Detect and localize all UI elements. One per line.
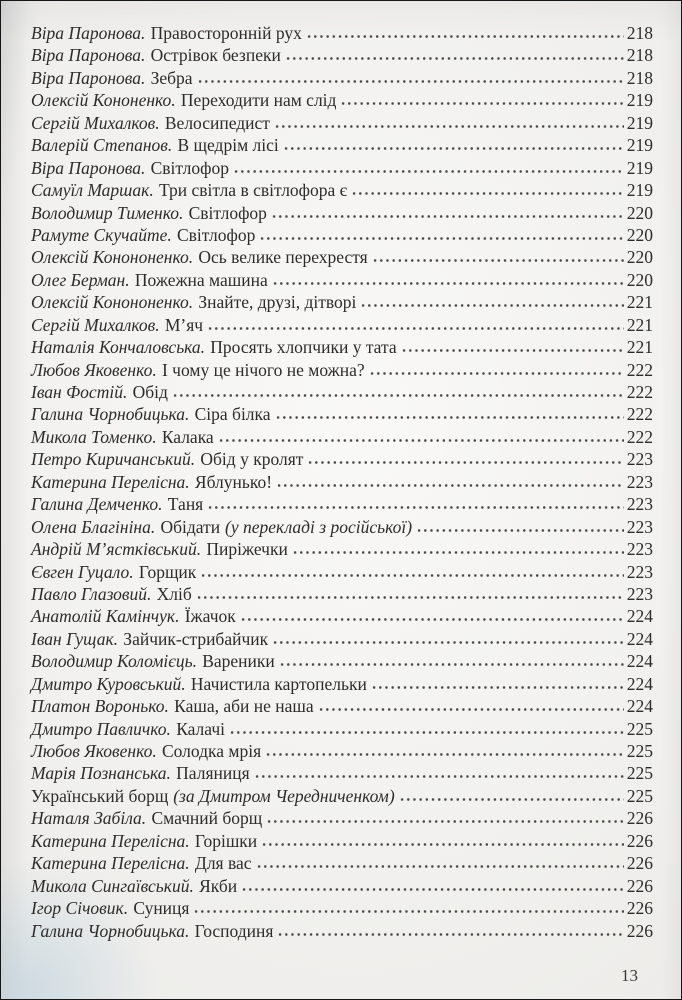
- toc-entry-row: [31, 785, 653, 807]
- entry-title: Пожежна машина: [134, 269, 268, 290]
- dot-leader: [306, 34, 624, 39]
- toc-entry-row: [31, 920, 653, 942]
- toc-entry-row: [31, 516, 653, 538]
- entry-title: Переходити нам слід: [180, 90, 337, 111]
- entry-page: 226: [626, 898, 653, 919]
- entry-author: Олег Берман.: [31, 269, 130, 290]
- toc-entry-row: [31, 852, 653, 874]
- toc-entry-row: [31, 44, 653, 66]
- toc-entry-row: [31, 650, 653, 672]
- entry-page: 219: [626, 135, 653, 156]
- entry-author: Віра Паронова.: [31, 45, 146, 66]
- toc-entry-row: [31, 605, 653, 627]
- dot-leader: [196, 595, 624, 600]
- toc-entry-row: [31, 807, 653, 829]
- entry-page: 220: [626, 269, 653, 290]
- toc-entry-row: [31, 67, 653, 89]
- toc-entry-row: [31, 583, 653, 605]
- dot-leader: [279, 662, 624, 667]
- entry-author: Євген Гуцало.: [31, 561, 134, 582]
- dot-leader: [254, 774, 624, 779]
- entry-title: Сіра білка: [194, 404, 271, 425]
- entry-author: Ігор Січовик.: [31, 898, 129, 919]
- entry-page: 222: [626, 426, 653, 447]
- entry-page: 225: [626, 741, 653, 761]
- entry-author: Віра Паронова.: [31, 157, 146, 178]
- toc-list: [31, 22, 653, 942]
- entry-title: В щедрім лісі: [177, 135, 279, 156]
- toc-entry-row: [31, 359, 653, 381]
- toc-entry-row: [31, 134, 653, 156]
- entry-title: Для вас: [194, 853, 252, 874]
- entry-title: Паляниця: [176, 763, 250, 784]
- dot-leader: [372, 258, 624, 263]
- dot-leader: [318, 707, 624, 712]
- toc-entry-row: [31, 426, 653, 448]
- dot-leader: [207, 505, 624, 510]
- toc-entry-row: [31, 202, 653, 224]
- entry-author: Віра Паронова.: [31, 67, 146, 88]
- entry-page: 220: [626, 202, 653, 223]
- entry-page: 226: [626, 853, 653, 874]
- dot-leader: [229, 730, 624, 735]
- entry-author: Андрій М’ястківський.: [31, 539, 202, 560]
- entry-author: Катерина Перелісна.: [31, 853, 190, 874]
- entry-title: Калака: [161, 426, 214, 447]
- entry-page: 226: [626, 808, 653, 829]
- toc-entry-row: [31, 179, 653, 201]
- entry-page: 218: [626, 45, 653, 66]
- entry-title: М’яч: [164, 314, 204, 335]
- dot-leader: [256, 864, 624, 869]
- dot-leader: [307, 460, 623, 465]
- dot-leader: [360, 303, 623, 308]
- entry-author: Сергій Михалков.: [31, 112, 160, 133]
- entry-author: Олексій Кононенко.: [31, 90, 176, 111]
- entry-page: 224: [626, 673, 653, 694]
- dot-leader: [369, 371, 624, 376]
- entry-title: Знайте, друзі, дітворі: [198, 292, 357, 313]
- entry-page: 226: [626, 830, 653, 851]
- entry-page: 218: [626, 23, 653, 43]
- entry-title: Світлофор: [150, 157, 229, 178]
- entry-title: Вареники: [202, 651, 275, 672]
- entry-author: Марія Познанська.: [31, 763, 171, 784]
- entry-page: 226: [626, 920, 653, 941]
- entry-page: 219: [626, 157, 653, 178]
- entry-title: Зебра: [150, 67, 193, 88]
- toc-entry-row: [31, 89, 653, 111]
- toc-entry-row: [31, 471, 653, 493]
- toc-entry-row: [31, 830, 653, 852]
- toc-entry-row: [31, 381, 653, 403]
- dot-leader: [265, 752, 624, 757]
- entry-author: Катерина Перелісна.: [31, 830, 190, 851]
- dot-leader: [275, 415, 624, 420]
- entry-title: Обід: [132, 382, 168, 402]
- entry-page: 223: [626, 583, 653, 604]
- entry-title: Якби: [199, 875, 238, 896]
- entry-author: Любов Яковенко.: [31, 741, 157, 761]
- toc-entry-row: [31, 673, 653, 695]
- entry-title: Начистила картопельки: [190, 673, 367, 694]
- toc-entry-row: [31, 695, 653, 717]
- entry-author: Дмитро Куровський.: [31, 673, 186, 694]
- entry-title: Три світла в світлофора є: [158, 180, 348, 201]
- dot-leader: [371, 685, 624, 690]
- entry-page: 223: [626, 494, 653, 515]
- toc-entry-row: [31, 269, 653, 291]
- entry-author: Любов Яковенко.: [31, 359, 157, 380]
- entry-title: І чому це нічого не можна?: [161, 359, 365, 380]
- entry-title: Світлофор: [188, 202, 267, 223]
- entry-title: Горішки: [194, 830, 258, 851]
- entry-page: 218: [626, 67, 653, 88]
- entry-page: 223: [626, 516, 653, 537]
- entry-page: 224: [626, 606, 653, 627]
- toc-entry-row: [31, 157, 653, 179]
- entry-page: 225: [626, 763, 653, 784]
- toc-entry-row: [31, 224, 653, 246]
- entry-page: 222: [626, 404, 653, 425]
- entry-author: Анатолій Камінчук.: [31, 606, 180, 627]
- entry-page: 223: [626, 471, 653, 492]
- entry-author: Платон Воронько.: [31, 696, 169, 717]
- entry-page: 220: [626, 247, 653, 268]
- entry-page: 223: [626, 561, 653, 582]
- entry-author: Микола Томенко.: [31, 426, 157, 447]
- entry-page: 223: [626, 539, 653, 560]
- entry-page: 222: [626, 382, 653, 402]
- dot-leader: [292, 550, 624, 555]
- entry-title: Правосторонній рух: [150, 23, 302, 43]
- dot-leader: [266, 819, 623, 824]
- entry-author: Галина Чорнобицька.: [31, 404, 190, 425]
- entry-author: Наталія Кончаловська.: [31, 337, 206, 358]
- toc-entry-row: [31, 718, 653, 740]
- entry-page: 221: [626, 314, 653, 335]
- entry-author: Сергій Михалков.: [31, 314, 160, 335]
- dot-leader: [285, 56, 624, 61]
- entry-title: Український борщ: [31, 785, 169, 806]
- entry-title: Каша, аби не наша: [174, 696, 314, 717]
- entry-title: Просять хлопчики у тата: [210, 337, 397, 358]
- entry-page: 220: [626, 224, 653, 245]
- entry-page: 219: [626, 112, 653, 133]
- dot-leader: [340, 101, 623, 106]
- entry-author: Іван Гущак.: [31, 628, 119, 649]
- entry-title: Пиріжечки: [206, 539, 288, 560]
- entry-author: Рамуте Скучайте.: [31, 224, 172, 245]
- dot-leader: [274, 124, 624, 129]
- entry-author: Галина Демченко.: [31, 494, 163, 515]
- entry-author: Дмитро Павличко.: [31, 718, 171, 739]
- toc-entry-row: [31, 740, 653, 762]
- entry-page: 225: [626, 785, 653, 806]
- entry-page: 222: [626, 359, 653, 380]
- toc-entry-row: [31, 403, 653, 425]
- entry-author: Павло Глазовий.: [31, 583, 152, 604]
- dot-leader: [241, 887, 624, 892]
- entry-author: Самуїл Маршак.: [31, 180, 154, 201]
- toc-entry-row: [31, 897, 653, 919]
- toc-entry-row: [31, 22, 653, 44]
- entry-title: Ось велике перехрестя: [198, 247, 368, 268]
- entry-author: Володимир Тименко.: [31, 202, 184, 223]
- dot-leader: [272, 640, 624, 645]
- dot-leader: [240, 617, 624, 622]
- dot-leader: [233, 169, 624, 174]
- entry-author: Катерина Перелісна.: [31, 471, 190, 492]
- dot-leader: [399, 797, 624, 802]
- dot-leader: [200, 573, 623, 578]
- toc-entry-row: [31, 875, 653, 897]
- entry-title: Їжачок: [184, 606, 236, 627]
- entry-title: Обідати: [160, 516, 221, 537]
- entry-title: Смачний борщ: [151, 808, 263, 829]
- dot-leader: [351, 191, 624, 196]
- entry-page: 221: [626, 337, 653, 358]
- entry-title: Хліб: [156, 583, 192, 604]
- entry-author: Володимир Коломієць.: [31, 651, 197, 672]
- dot-leader: [197, 79, 624, 84]
- entry-title: Калачі: [176, 718, 226, 739]
- toc-entry-row: [31, 291, 653, 313]
- toc-entry-row: [31, 314, 653, 336]
- dot-leader: [276, 483, 624, 488]
- dot-leader: [193, 909, 623, 914]
- dot-leader: [271, 214, 624, 219]
- entry-page: 226: [626, 875, 653, 896]
- entry-author: Олексій Конононенко.: [31, 247, 194, 268]
- toc-entry-row: [31, 628, 653, 650]
- entry-author: Галина Чорнобицька.: [31, 920, 190, 941]
- entry-title: Обід у кролят: [200, 449, 304, 470]
- entry-author: Петро Киричанський.: [31, 449, 196, 470]
- entry-title: Таня: [167, 494, 204, 515]
- toc-entry-row: [31, 561, 653, 583]
- entry-author: Олексій Конононенко.: [31, 292, 194, 313]
- dot-leader: [259, 236, 623, 241]
- entry-page: 224: [626, 628, 653, 649]
- entry-page: 224: [626, 696, 653, 717]
- entry-title: Острівок безпеки: [150, 45, 281, 66]
- entry-title: Велосипедист: [164, 112, 270, 133]
- dot-leader: [218, 438, 624, 443]
- entry-page: 224: [626, 651, 653, 672]
- entry-author: Наталя Забіла.: [31, 808, 147, 829]
- entry-page: 219: [626, 90, 653, 111]
- toc-entry-row: [31, 538, 653, 560]
- entry-title: Яблунько!: [194, 471, 273, 492]
- toc-entry-row: [31, 246, 653, 268]
- entry-page: 219: [626, 180, 653, 201]
- entry-author: Олена Благініна.: [31, 516, 156, 537]
- entry-page: 221: [626, 292, 653, 313]
- entry-note: (у перекладі з російської): [225, 516, 413, 537]
- entry-title: Світлофор: [177, 224, 256, 245]
- toc-entry-row: [31, 448, 653, 470]
- dot-leader: [283, 146, 624, 151]
- entry-author: Іван Фостій.: [31, 382, 128, 402]
- entry-title: Суниця: [133, 898, 190, 919]
- dot-leader: [207, 326, 624, 331]
- dot-leader: [172, 393, 624, 398]
- dot-leader: [401, 348, 624, 353]
- dot-leader: [416, 528, 624, 533]
- entry-page: 223: [626, 449, 653, 470]
- entry-title: Господиня: [194, 920, 274, 941]
- dot-leader: [272, 281, 624, 286]
- entry-title: Зайчик-стрибайчик: [123, 628, 269, 649]
- entry-author: Валерій Степанов.: [31, 135, 173, 156]
- dot-leader: [277, 932, 623, 937]
- entry-title: Солодка мрія: [161, 741, 262, 761]
- toc-entry-row: [31, 336, 653, 358]
- entry-author: Микола Сингаївський.: [31, 875, 194, 896]
- page-number: 13: [621, 966, 638, 985]
- dot-leader: [261, 842, 624, 847]
- entry-author: Віра Паронова.: [31, 23, 146, 43]
- entry-page: 225: [626, 718, 653, 739]
- toc-entry-row: [31, 493, 653, 515]
- entry-note: (за Дмитром Чередниченком): [173, 785, 395, 806]
- toc-entry-row: [31, 112, 653, 134]
- toc-entry-row: [31, 762, 653, 784]
- entry-title: Горщик: [138, 561, 197, 582]
